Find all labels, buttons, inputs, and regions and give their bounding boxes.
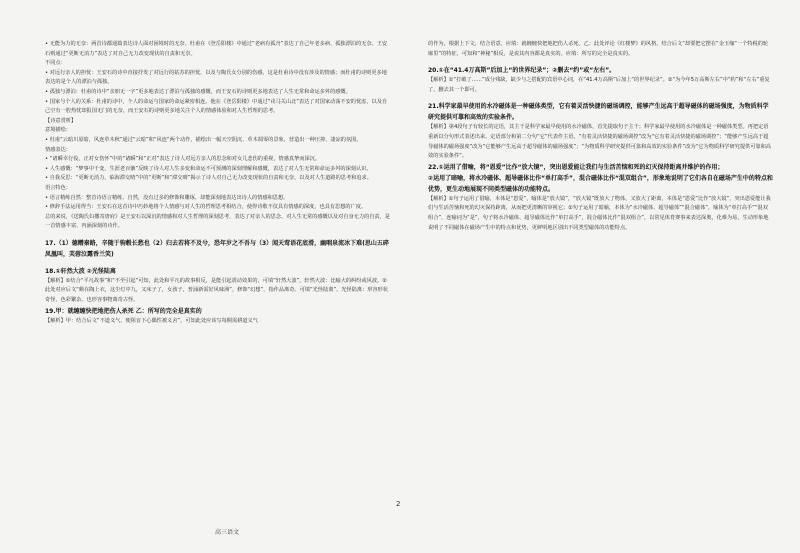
- paragraph: 情感表达：: [45, 146, 71, 153]
- paragraph: • 杜甫“云暗川原暗，风连草木秋”通过“云暗”和“风连”两个动作，描绘出一幅天空阴沉、草木凋零的景象，营造出一种压抑、凄凉的氛围。: [45, 136, 362, 143]
- paragraph: • 语言精练自然：整首诗语言精练、自然，没有过多的修饰和雕琢，却能深刻地表达出诗人的情感和思想。: [45, 194, 289, 201]
- paragraph: • 对远行亲人的担忧：王安石的诗中直接抒发了对远行的姑苏的担忧，以及与陶氏女分别的伤感，这是杜甫诗中没有涉及的情感；而杜甫的诗则更多地表达的是个人的漂泊与孤独。: [45, 69, 387, 86]
- answer-heading: 21.科学家最早使用的水冷磁体是一种磁体类型，它有着灵活快捷的磁场调控，能够产生远高于超导磁体的磁场强度，为物质科学研究提供可靠和高效的实验条件。: [428, 103, 769, 122]
- paragraph: 语言特色：: [45, 184, 71, 191]
- paragraph: 【解析】①句子运用了借喻，本体是“恩爱”，喻体是“放大镜”，“放大镜”既放大了物体，又放大了距离，本体是“恩爱”比作“放大镜”，突出恩爱能让我们与生活苦恼和死的幻灭保持距离，从而把更清晰的审视它；②句子运用了暗喻，本体为“水冷磁体、超导磁体”“混合磁体”，喻体为“单打高手”“混双组合”，连喻词为“是”，句子将水冷磁体、超导磁体比作“单打高手”，混合磁体比作“混双组合”，以常见体育赛事来表达深奥，化难为易，生动形象地说明了不同磁体在磁场产生中的特点和优势，更鲜明地区别出不同类型磁体的功能特点。: [428, 195, 771, 231]
- paragraph: • 人生感慨：“梦事中千变，生涯老百骸”反映了诗人对人生多变和命运不可预测的深刻理解和感慨，表达了对人生无常和命运多舛的深刻认识。: [45, 165, 372, 172]
- answer-heading: 22.①运用了借喻，将“恩爱”比作“放大镜”，突出恩爱能让我们与生活苦恼和死的幻灭保持距离并维护的作用；: [428, 163, 724, 171]
- paragraph: 【诗意赏析】: [45, 117, 77, 124]
- paragraph: • 修辞手法运用得当：王安石在这首诗中巧妙地将个人情感与对人生的哲理思考相结合，使得诗歌不仅具有情感的深度，也具有思想的广度。: [45, 204, 367, 211]
- answer-heading: 19.甲：就缠缠快把地把伤人杀死 乙：所写的完全是真实的: [45, 307, 202, 315]
- paragraph: 意境描绘：: [45, 127, 71, 134]
- paragraph: 的作为，根据上下文，结合语意，应填：就缠缠快把地把伤人杀死。乙：此处评论《红楼梦》的风格，结合后文“却要把它摆在“金玉缘”一个特税的轮廓里”的特征，可知和“神秘”相反，是说其内容都是真实的。应填：所写的完全是真实的。: [428, 41, 769, 57]
- right-column: [428, 40, 773, 233]
- paragraph: 总的来说，《送陶氏妇撒寄唐府》是王安石以深沉的情感和对人生哲理的深刻思考，表达了对亲人的思念、对人生无常的感慨以及对自身无力的自责，是一首情感丰富、内涵深刻的诗作。: [45, 213, 390, 230]
- paragraph: • 自我反思：“更断无消力，临海滞交晴”中的“更断”和“滞交晴”揭示了诗人对自己无力改变现状的自责和无奈，以及对人生道路的思考和追求。: [45, 175, 372, 182]
- paragraph: 【解析】①结合“平凡故事”和“不至引起”可知，此处和平凡的故事相反，是能引起震动效果的，可填“轩然大波”。轩然大波：比喻大的纠纷或风波。②此处对应后文“颇在陶上衣，这尘灯中九，又床子了，女孩子，普涌新需好风味洲”，修饰“幻想”，指作品离奇。可填“光怪陆离”。光怪陆离：形容形状奇怪，色彩繁杂。也形容事物离奇古怪。: [45, 277, 388, 304]
- paragraph: • “诸瞬幸行役，正对女伤怀”中的“诸瞬”和“正对”表达了诗人对远方亲人的思念和对女儿悲伤的重视，情感真挚而深沉。: [45, 156, 321, 163]
- footer-subject-label: 高三语文: [215, 529, 240, 536]
- left-column: [45, 40, 390, 326]
- answer-heading: ②运用了暗喻，将水冷磁体、超导磁体比作“单打高手”，混合磁体比作“混双组合”，形象地说明了它们各自在磁场产生中的特点和优势，更生动地展现不同类型磁体的功能特点。: [428, 174, 773, 193]
- paragraph: • 孤独与漂泊：杜甫的诗中“亲朋无一字”更多地表达了漂泊与孤独的感慨，而王安石的诗则更多地表达了人生无常和命运多舛的感慨。: [45, 88, 351, 95]
- answer-heading: 20.①在“41.4万高斯”后加上“的世界纪录”；②删去“约”或“左右”。: [428, 67, 616, 75]
- paragraph: 不同点：: [45, 60, 66, 67]
- paragraph: • 国家与个人的关系：杜甫的诗中，个人的命运与国家的命运紧密相连。他在《登岳阳楼》中通过“戎马关山北”表达了对国家动荡不安的忧虑，以及自己空有一腔热忱却报国无门的无奈，而王安石的诗则更多地关注个人的情感体验和对人生哲理的思考。: [45, 98, 388, 115]
- answer-heading: 18.①轩然大波 ②光怪陆离: [45, 267, 116, 275]
- paragraph: 【解析】①“打破了……”成分残缺，缺少与之搭配的宾语中心词，在“41.4万高斯”后加上“的世界纪录”。②“为今年5万高斯左右”中“约”和“左右”重复了，删去其一个即可。: [428, 77, 770, 93]
- page-number: 2: [396, 500, 401, 508]
- paragraph: 【解析】第4段句子有较长的定语，其主干是科学家最早使用的水冷磁体，首先提取句子主干；科学家最早使用的水冷磁体是一种磁体类型。再把定语重新以分句形式表述出来。定语部分和第二分句“它”代表作主语。“有着灵活快捷的磁场调控”改为“它有着灵活快捷的磁场调控”；“能够产生远高于超导磁体的磁场强度”改为“它能够产生远高于超导磁体的磁场强度”；“为物质科学研究提供可靠和高效的实验条件”改为“它为物质科学研究提供可靠和高效的实验条件”。: [428, 124, 771, 160]
- paragraph: 【解析】甲：结合后文“不道义气，便阻盲下心偶性被义舍”，可知此处应该写每桐需耕道义气: [45, 317, 258, 324]
- paragraph: • 无能为力的无奈：两首诗都通篇表达诗人面对困境时的无奈。杜甫在《登岳阳楼》中通过“老病有孤舟”表达了自己年老多病、孤独漂泊的无奈。王安石则通过“更断无消力”表达了对自己无力改变现状的自责和无奈。: [45, 41, 388, 57]
- answer-heading: 17.（1）德赠秦路，辛随于驹毂长愁也（2）归去若将不及兮，恐年岁之不吾与（3）闻天莺语花底滑，幽咽泉流冰下难(思山五碎凤凰叫，芙蓉泣露香兰笑): [45, 239, 389, 258]
